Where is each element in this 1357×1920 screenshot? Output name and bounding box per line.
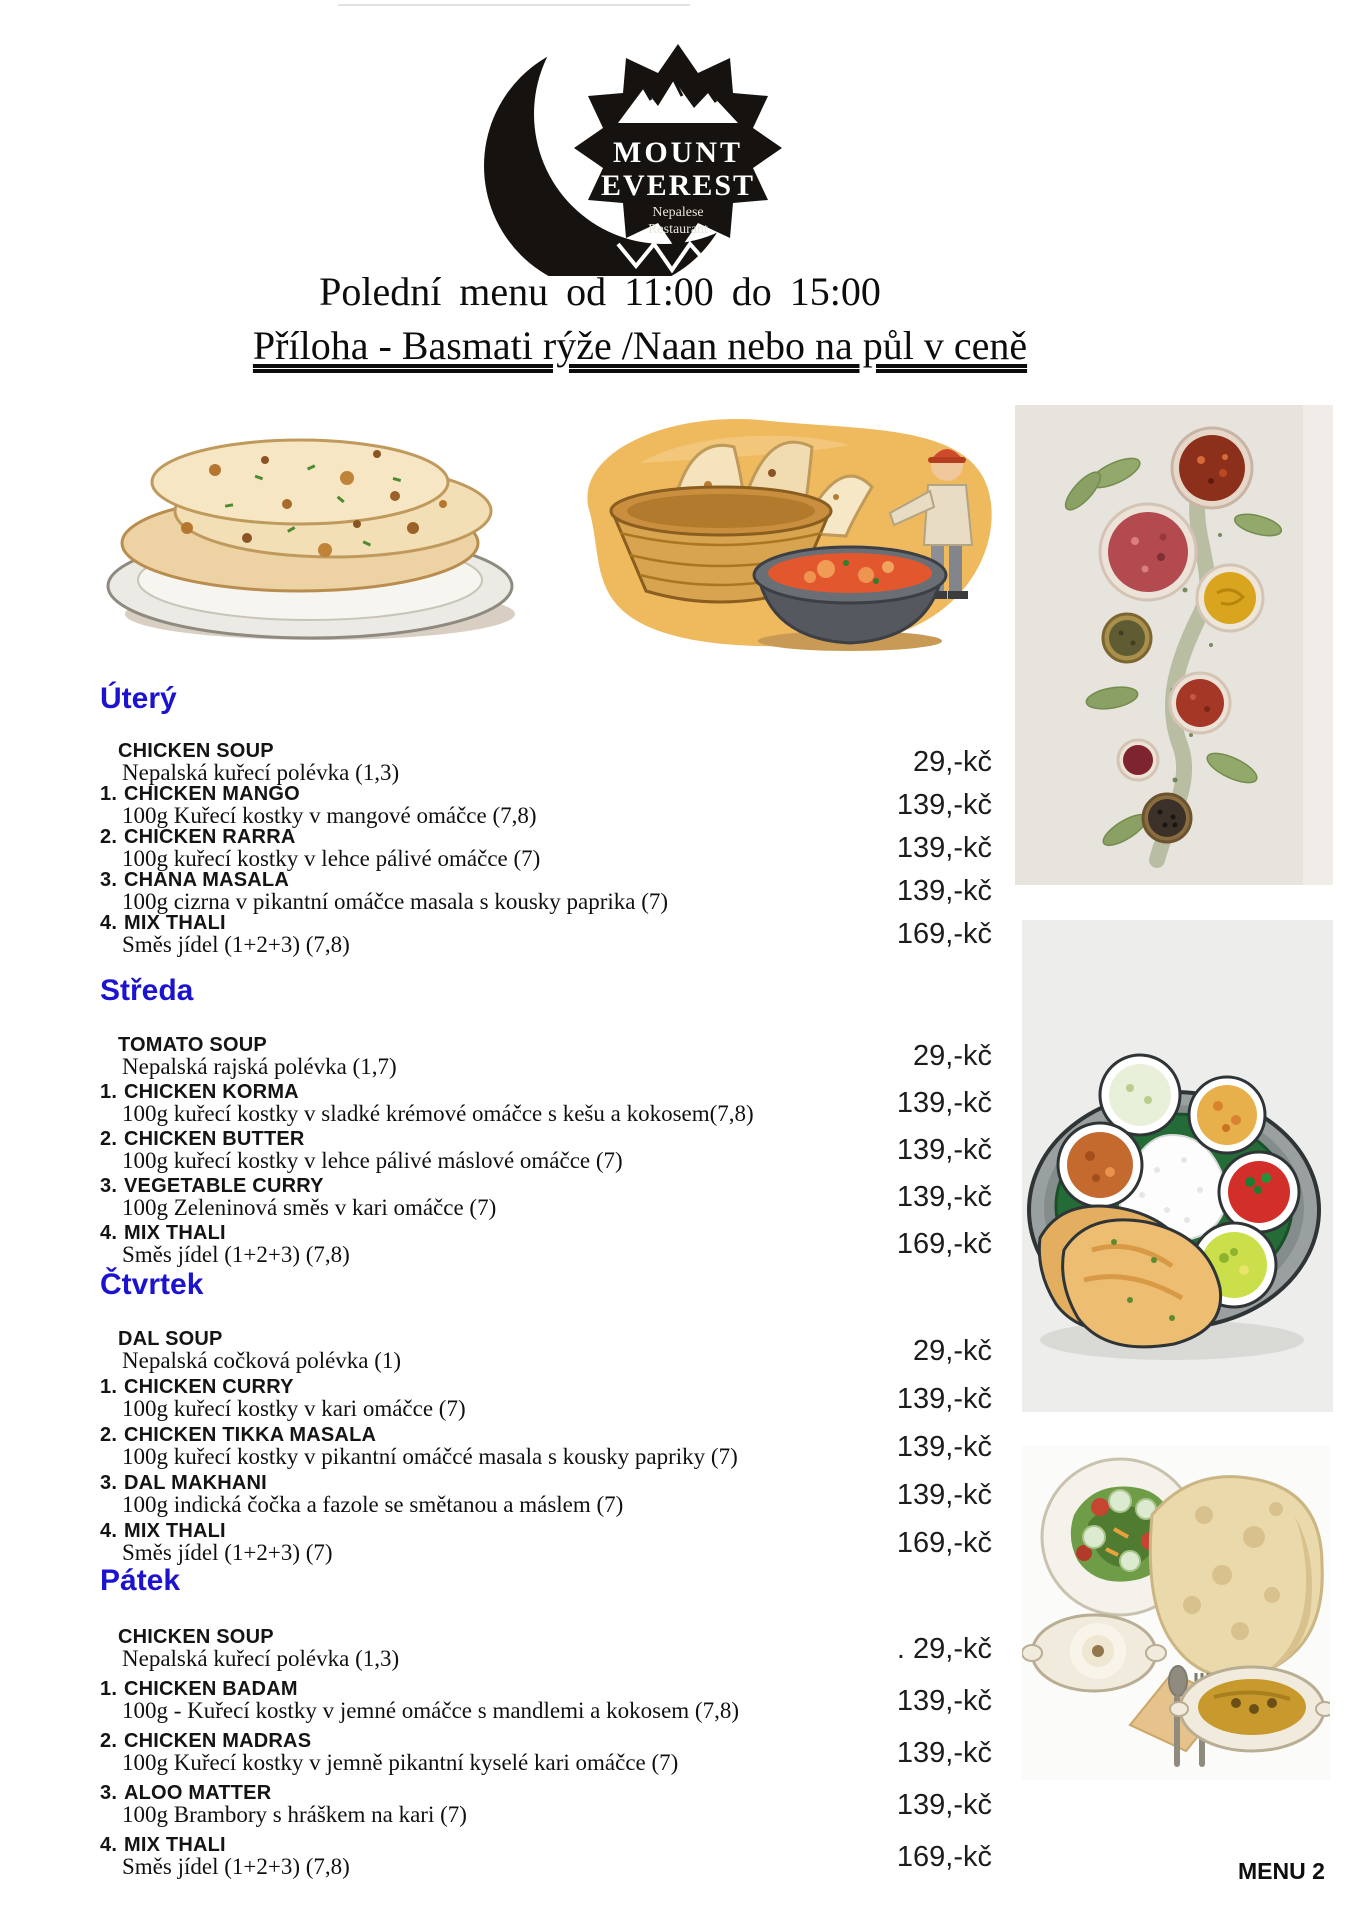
menu-item (100, 741, 842, 784)
dish-name: CHICKEN RARRA (124, 825, 296, 848)
menu-item-row (100, 1174, 992, 1221)
dish-description: Směs jídel (1+2+3) (7,8) (122, 931, 350, 957)
dish-price: 139,-kč (896, 1684, 992, 1717)
menu-item (100, 1731, 842, 1774)
dish-name-line (100, 1377, 842, 1398)
logo-subtitle-line2: Restaurant (648, 222, 708, 237)
dish-name-line (100, 1783, 842, 1804)
dish-description: 100g kuřecí kostky v lehce pálivé máslové omáčce (7) (122, 1147, 623, 1173)
dish-description: Směs jídel (1+2+3) (7,8) (122, 1854, 350, 1880)
dish-price: 139,-kč (896, 1382, 992, 1415)
menu-item-row (100, 1727, 992, 1779)
dish-name-line (100, 1679, 842, 1700)
menu-item-row (100, 784, 992, 827)
dish-name-line (100, 1035, 842, 1056)
menu-item-row (100, 1423, 992, 1471)
dish-number: 3. (100, 1472, 118, 1495)
dish-price: 169,-kč (896, 1228, 992, 1261)
day-items (100, 1327, 992, 1567)
dish-price: 139,-kč (896, 875, 992, 908)
dish-price: 169,-kč (896, 1526, 992, 1559)
dish-description: 100g kuřecí kostky v pikantní omáčcé masala s kousky papriky (7) (122, 1444, 738, 1470)
dish-description: 100g Brambory s hráškem na kari (7) (122, 1802, 467, 1828)
day-items (100, 741, 992, 956)
dish-name: CHICKEN KORMA (124, 1080, 299, 1103)
dish-number: 4. (100, 1221, 118, 1244)
menu-item (100, 1627, 842, 1670)
dish-number: 1. (100, 1376, 118, 1399)
dish-description: 100g kuřecí kostky v sladké krémové omáčce s kešu a kokosem(7,8) (122, 1100, 754, 1126)
dish-name-line (100, 1329, 842, 1350)
dish-price: 139,-kč (896, 1478, 992, 1511)
dish-description: Nepalská kuřecí polévka (1,3) (122, 759, 400, 785)
dish-name: CHICKEN SOUP (118, 739, 274, 762)
menu-item (100, 1035, 842, 1078)
dish-number: 1. (100, 1678, 118, 1701)
spices-photo (1015, 405, 1333, 885)
dish-number: 2. (100, 1127, 118, 1150)
menu-item (100, 1473, 842, 1516)
dish-price: 169,-kč (896, 918, 992, 951)
dish-price: 139,-kč (896, 789, 992, 822)
dish-description: 100g Kuřecí kostky v mangové omáčce (7,8) (122, 802, 537, 828)
dish-name-line (100, 1473, 842, 1494)
dish-description: Směs jídel (1+2+3) (7) (122, 1540, 333, 1566)
logo-subtitle-line1: Nepalese (652, 205, 704, 220)
menu-item-row (100, 1080, 992, 1127)
menu-item-row (100, 1831, 992, 1883)
dish-price: 29,-kč (913, 746, 992, 779)
logo-title-line2: EVEREST (600, 169, 756, 202)
menu-item (100, 1082, 842, 1125)
menu-item-row (100, 1623, 992, 1675)
restaurant-logo (468, 26, 798, 276)
dish-number: 1. (100, 782, 118, 805)
scan-artifact-line (338, 4, 690, 6)
dish-name-line (100, 1835, 842, 1856)
dish-description: 100g cizrna v pikantní omáčce masala s kousky paprika (7) (122, 888, 669, 914)
watercolor-food-illustration (1022, 1445, 1330, 1780)
dish-name-line (100, 1425, 842, 1446)
dish-number: 2. (100, 1730, 118, 1753)
menu-item (100, 1835, 842, 1878)
dish-name: CHICKEN BUTTER (124, 1127, 305, 1150)
day-heading: Pátek (100, 1563, 181, 1597)
day-items (100, 1623, 992, 1883)
menu-item (100, 1176, 842, 1219)
dish-price: 29,-kč (913, 1334, 992, 1367)
day-section (100, 1538, 992, 1883)
dish-name: CHICKEN TIKKA MASALA (124, 1424, 377, 1447)
dish-description: Nepalská rajská polévka (1,7) (122, 1053, 397, 1079)
menu-item (100, 827, 842, 870)
dish-description: Nepalská cočková polévka (1) (122, 1348, 402, 1374)
day-section (100, 656, 992, 956)
menu-item (100, 784, 842, 827)
dish-name-line (100, 784, 842, 805)
day-heading: Čtvrtek (100, 1267, 204, 1301)
dish-number: 2. (100, 825, 118, 848)
menu-item-row (100, 1033, 992, 1080)
curry-bowl (754, 547, 946, 651)
naan-basket-curry-illustration (550, 393, 1000, 655)
menu-item (100, 870, 842, 913)
day-section (100, 948, 992, 1268)
dish-name: CHICKEN MANGO (124, 782, 300, 805)
dish-description: 100g Kuřecí kostky v jemně pikantní kyselé kari omáčce (7) (122, 1750, 679, 1776)
dish-name-line (100, 741, 842, 762)
dish-name-line (100, 1082, 842, 1103)
dish-name-line (100, 913, 842, 934)
dish-name-line (100, 827, 842, 848)
dish-name: CHICKEN BADAM (124, 1678, 298, 1701)
dish-price: 139,-kč (896, 1788, 992, 1821)
dish-price: 169,-kč (896, 1840, 992, 1873)
dish-description: 100g indická čočka a fazole se smětanou a máslem (7) (122, 1492, 624, 1518)
dish-name-line (100, 1223, 842, 1244)
dish-name: ALOO MATTER (124, 1782, 272, 1805)
menu-item (100, 1783, 842, 1826)
dish-number: 3. (100, 1782, 118, 1805)
menu-item (100, 1329, 842, 1372)
menu-item (100, 1129, 842, 1172)
dish-name: CHICKEN MADRAS (124, 1730, 312, 1753)
dish-name: DAL MAKHANI (124, 1472, 267, 1495)
dish-price: . 29,-kč (896, 1632, 992, 1665)
dish-name-line (100, 1731, 842, 1752)
day-heading: Středa (100, 973, 194, 1007)
dish-price: 139,-kč (896, 1181, 992, 1214)
menu-item-row (100, 1675, 992, 1727)
dish-number: 4. (100, 1834, 118, 1857)
menu-item-row (100, 827, 992, 870)
dish-description: 100g - Kuřecí kostky v jemné omáčce s mandlemi a kokosem (7,8) (122, 1698, 740, 1724)
dish-number: 2. (100, 1424, 118, 1447)
page-title: Polední menu od 11:00 do 15:00 (319, 269, 881, 314)
dish-price: 139,-kč (896, 1134, 992, 1167)
menu-item (100, 1679, 842, 1722)
day-section (100, 1242, 992, 1567)
dish-number: 3. (100, 1174, 118, 1197)
naan-plate-illustration (95, 408, 525, 648)
dish-name: CHANA MASALA (124, 868, 289, 891)
dish-number: 1. (100, 1080, 118, 1103)
dish-name: MIX THALI (124, 1221, 226, 1244)
menu-item (100, 1425, 842, 1468)
dish-name: MIX THALI (124, 1834, 226, 1857)
menu-item (100, 1377, 842, 1420)
menu-item-row (100, 741, 992, 784)
dish-name: CHICKEN CURRY (124, 1376, 294, 1399)
menu-item-row (100, 1779, 992, 1831)
dish-name: CHICKEN SOUP (118, 1626, 274, 1649)
dish-name: TOMATO SOUP (118, 1033, 267, 1056)
dish-name: MIX THALI (124, 1520, 226, 1543)
menu-item-row (100, 870, 992, 913)
thali-illustration (1022, 920, 1333, 1412)
dish-number: 3. (100, 868, 118, 891)
dish-number: 4. (100, 911, 118, 934)
dish-price: 139,-kč (896, 832, 992, 865)
dish-price: 29,-kč (913, 1040, 992, 1073)
menu-item-row (100, 1327, 992, 1375)
dish-description: Směs jídel (1+2+3) (7,8) (122, 1241, 350, 1267)
dish-price: 139,-kč (896, 1087, 992, 1120)
dish-name: MIX THALI (124, 911, 226, 934)
dish-name: DAL SOUP (118, 1328, 223, 1351)
dish-name: VEGETABLE CURRY (124, 1174, 324, 1197)
menu-item-row (100, 1471, 992, 1519)
menu-item-row (100, 1375, 992, 1423)
dish-name-line (100, 870, 842, 891)
dish-description: Nepalská kuřecí polévka (1,3) (122, 1646, 400, 1672)
dish-name-line (100, 1129, 842, 1150)
dish-number: 4. (100, 1520, 118, 1543)
footer-menu-number: MENU 2 (1238, 1858, 1325, 1884)
page-subtitle: Příloha - Basmati rýže /Naan nebo na půl v ceně (252, 323, 1028, 368)
dish-description: 100g kuřecí kostky v kari omáčce (7) (122, 1396, 466, 1422)
day-heading: Úterý (100, 681, 177, 715)
dish-description: 100g kuřecí kostky v lehce pálivé omáčce (7) (122, 845, 541, 871)
dish-price: 139,-kč (896, 1736, 992, 1769)
dish-name-line (100, 1176, 842, 1197)
menu-item-row (100, 1127, 992, 1174)
day-items (100, 1033, 992, 1268)
dish-description: 100g Zeleninová směs v kari omáčce (7) (122, 1194, 497, 1220)
logo-title-line1: MOUNT (613, 136, 743, 169)
dish-name-line (100, 1627, 842, 1648)
dish-price: 139,-kč (896, 1430, 992, 1463)
